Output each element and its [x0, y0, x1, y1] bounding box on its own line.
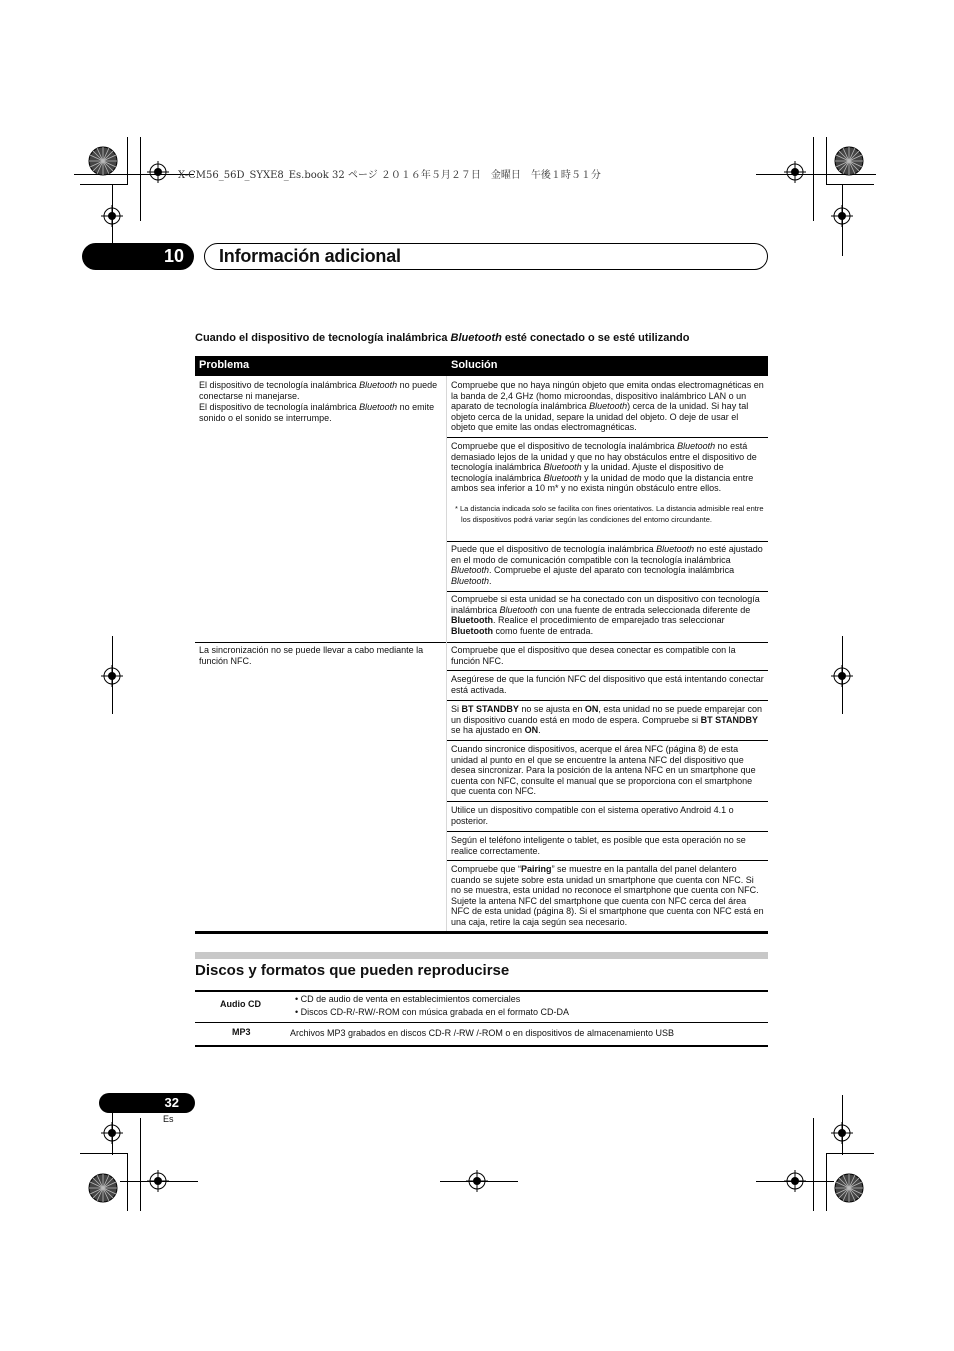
color-bar-mark-icon [834, 146, 864, 176]
problem-nfc-sync: La sincronización no se puede llevar a cabo mediante la función NFC. [199, 645, 424, 666]
registration-mark-icon [784, 1170, 806, 1192]
column-header-solution: Solución [451, 359, 498, 371]
registration-mark-icon [101, 205, 123, 227]
chapter-title: Información adicional [219, 246, 401, 266]
format-label-mp3: MP3 [232, 1027, 251, 1037]
registration-mark-icon [831, 665, 853, 687]
color-bar-mark-icon [834, 1173, 864, 1203]
table-header-row [195, 356, 768, 376]
solution-nfc-enabled: Asegúrese de que la función NFC del dispositivo que está intentando conectar está activada. [451, 674, 764, 695]
column-header-problem: Problema [199, 359, 250, 371]
solution-distance: Compruebe que el dispositivo de tecnología inalámbrica Bluetooth no está demasiado lejos de la unidad y que no hay obstáculos entre el dispositivo de tecnología inalámbrica Bluetooth y la unidad. Ajuste el dispositivo de tecnología inalámbrica Bluetooth y la unidad de modo que la distancia entre ambos sea inferior a 10 m* y no exista ningún obstáculo entre ellos. [451, 441, 757, 493]
section-title: Discos y formatos que pueden reproducirse [195, 962, 510, 979]
chapter-title-box [204, 243, 768, 270]
solution-nfc-compatible: Compruebe que el dispositivo que desea conectar es compatible con la función NFC. [451, 645, 736, 666]
solution-pairing-display: Compruebe que “Pairing” se muestre en la pantalla del panel delantero cuando se sujete sobre esta unidad un smartphone que cuenta con NFC. Si no se muestra, esta unidad no reconoce el smartphone que cuenta con NFC. Sujete la antena NFC del smartphone que cuenta con NFC cerca del área NFC de esta unidad (página 8). Si el smartphone que cuenta con NFC está en una caja, retire la caja según sea necesario. [451, 864, 764, 927]
registration-mark-icon [831, 1122, 853, 1144]
solution-interference: Compruebe que no haya ningún objeto que emita ondas electromagnéticas en la banda de 2,4 GHz (homo microondas, dispositivo inalámbrico LAN o un aparato de tecnología inalámbrica Bluetooth) cerca de la unidad. Si hay tal objeto cerca de la unidad, separe la unidad del objeto. O deje de usar el objeto que emite las ondas electromagnéticas. [451, 380, 764, 432]
page-number: 32 [99, 1093, 195, 1113]
solution-nfc-area: Cuando sincronice dispositivos, acerque el área NFC (página 8) de esta unidad al punto en el que se encuentre la antena NFC del dispositivo que desea sincronizar. Para la posición de la antena NFC en un smartphone que cuenta con NFC, consulte el manual que se proporciona con el smartphone que cuenta con NFC. [451, 744, 756, 796]
format-label-audio-cd: Audio CD [220, 999, 261, 1009]
solution-communication-mode: Puede que el dispositivo de tecnología inalámbrica Bluetooth no esté ajustado en el modo de comunicación compatible con la tecnología inalámbrica Bluetooth. Compruebe el ajuste del aparato con tecnología inalámbrica Bluetooth. [451, 544, 763, 586]
format-item: • CD de audio de venta en establecimientos comerciales [295, 994, 521, 1004]
solution-input-source: Compruebe si esta unidad se ha conectado con un dispositivo con tecnología inalámbrica Bluetooth con una fuente de entrada seleccionada diferente de Bluetooth. Realice el procedimiento de emparejado tras seleccionar Bluetooth como fuente de entrada. [451, 594, 760, 636]
solution-device-dependent: Según el teléfono inteligente o tablet, es posible que esta operación no se realice correctamente. [451, 835, 746, 856]
registration-mark-icon [101, 1122, 123, 1144]
page-language: Es [163, 1114, 174, 1124]
registration-mark-icon [831, 205, 853, 227]
section-divider [195, 952, 768, 959]
table-heading: Cuando el dispositivo de tecnología inalámbrica Bluetooth esté conectado o se esté utilizando [195, 332, 690, 344]
problem-bluetooth-connection: El dispositivo de tecnología inalámbrica Bluetooth no puede conectarse ni manejarse. El dispositivo de tecnología inalámbrica Bluetooth no emite sonido o el sonido se interrumpe. [199, 380, 438, 423]
print-header: X-CM56_56D_SYXE8_Es.book 32 ページ ２０１６年５月２７日 金曜日 午後１時５１分 [178, 170, 601, 181]
format-item: • Discos CD-R/-RW/-ROM con música grabada en el formato CD-DA [295, 1007, 570, 1017]
registration-mark-icon [101, 665, 123, 687]
color-bar-mark-icon [88, 146, 118, 176]
registration-mark-icon [466, 1170, 488, 1192]
solution-bt-standby: Si BT STANDBY no se ajusta en ON, esta unidad no se puede emparejar con un dispositivo cuando está en modo de espera. Compruebe si BT STANDBY se ha ajustado en ON. [451, 704, 763, 735]
registration-mark-icon [147, 1170, 169, 1192]
solution-android-version: Utilice un dispositivo compatible con el sistema operativo Android 4.1 o posterior. [451, 805, 734, 826]
chapter-number: 10 [82, 243, 194, 270]
color-bar-mark-icon [88, 1173, 118, 1203]
registration-mark-icon [784, 161, 806, 183]
registration-mark-icon [147, 161, 169, 183]
distance-footnote: * La distancia indicada solo se facilita con fines orientativos. La distancia admisible real entre los dispositivos podrá variar según las condiciones del entorno circundante. [455, 504, 764, 524]
format-item: Archivos MP3 grabados en discos CD-R /-RW /-ROM o en dispositivos de almacenamiento USB [290, 1028, 674, 1038]
